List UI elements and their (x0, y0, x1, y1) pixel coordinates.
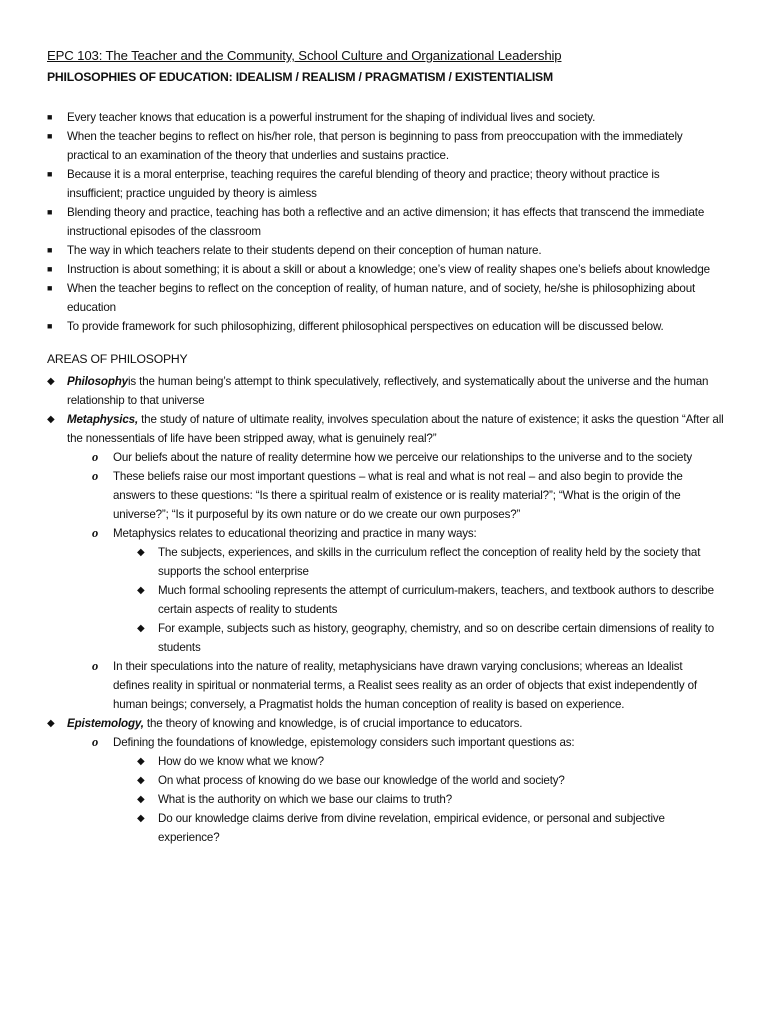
circle-bullet-icon: o (92, 526, 99, 540)
term-metaphysics: Metaphysics, (67, 413, 139, 426)
document-title: PHILOSOPHIES OF EDUCATION: IDEALISM / REALISM / PRAGMATISM / EXISTENTIALISM (47, 70, 553, 84)
square-bullet-icon: ■ (47, 131, 53, 141)
sub-sub-list-item: On what process of knowing do we base our knowledge of the world and society? (158, 774, 565, 787)
list-item: Blending theory and practice, teaching has both a reflective and an active dimension; it has effects that transcend the immediate instructional episodes of the classroom (67, 206, 705, 238)
bullet-arrow-icon: ◆ (137, 813, 145, 824)
list-item: When the teacher begins to reflect on the conception of reality, of human nature, and of society, he/she is philosophizing about education (67, 282, 696, 314)
bullet-arrow-icon: ◆ (47, 718, 55, 729)
square-bullet-icon: ■ (47, 169, 53, 179)
bullet-arrow-icon: ◆ (47, 414, 55, 425)
bullet-arrow-icon: ◆ (137, 775, 145, 786)
list-item-metaphysics (67, 410, 727, 448)
list-item: The way in which teachers relate to their students depend on their conception of human nature. (67, 244, 542, 257)
term-philosophy: Philosophy (67, 375, 128, 388)
section-heading: AREAS OF PHILOSOPHY (47, 352, 188, 366)
sub-sub-list-item: Do our knowledge claims derive from divine revelation, empirical evidence, or personal and subjective experience? (158, 812, 665, 844)
sub-list-item: In their speculations into the nature of reality, metaphysicians have drawn varying conclusions; whereas an Idealist defines reality in spiritual or nonmaterial terms, a Realist sees reality as an order of objects that exist independently of human beings; conversely, a Pragmatist holds the human conception of reality is based on experience. (113, 660, 697, 711)
sub-sub-list-item: Much formal schooling represents the attempt of curriculum-makers, teachers, and textbook authors to describe certain aspects of reality to students (158, 584, 714, 616)
sub-list-item: Our beliefs about the nature of reality determine how we perceive our relationships to the universe and to the society (113, 451, 693, 464)
square-bullet-icon: ■ (47, 112, 53, 122)
bullet-arrow-icon: ◆ (137, 794, 145, 805)
definition-text: the theory of knowing and knowledge, is of crucial importance to educators. (143, 717, 523, 730)
sub-sub-list-item: What is the authority on which we base our claims to truth? (158, 793, 453, 806)
square-bullet-icon: ■ (47, 283, 53, 293)
sub-sub-list-item: How do we know what we know? (158, 755, 324, 768)
sub-sub-list-item: For example, subjects such as history, geography, chemistry, and so on describe certain dimensions of reality to students (158, 622, 715, 654)
square-bullet-icon: ■ (47, 321, 53, 331)
bullet-arrow-icon: ◆ (137, 547, 145, 558)
definition-text: the study of nature of ultimate reality, involves speculation about the nature of existence; it asks the question “After all the nonessentials of life have been stripped away, what is genuinely real?” (67, 413, 724, 445)
sub-list-item: These beliefs raise our most important questions – what is real and what is not real – and also begin to provide the answers to these questions: “Is there a spiritual realm of existence or is reality material?”; “What is the origin of the universe?”; “Is it purposeful by its own nature or do we create our own purposes?” (113, 470, 683, 521)
circle-bullet-icon: o (92, 450, 99, 464)
circle-bullet-icon: o (92, 735, 99, 749)
square-bullet-icon: ■ (47, 245, 53, 255)
bullet-arrow-icon: ◆ (137, 756, 145, 767)
bullet-arrow-icon: ◆ (137, 623, 145, 634)
square-bullet-icon: ■ (47, 264, 53, 274)
course-heading: EPC 103: The Teacher and the Community, School Culture and Organizational Leadership (47, 48, 562, 63)
bullet-arrow-icon: ◆ (137, 585, 145, 596)
definition-text: is the human being’s attempt to think speculatively, reflectively, and systematically about the universe and the human relationship to that universe (67, 375, 709, 407)
circle-bullet-icon: o (92, 469, 99, 483)
list-item: Instruction is about something; it is about a skill or about a knowledge; one’s view of reality shapes one’s beliefs about knowledge (67, 263, 710, 276)
bullet-arrow-icon: ◆ (47, 376, 55, 387)
list-item: When the teacher begins to reflect on his/her role, that person is beginning to pass from preoccupation with the immediately practical to an examination of the theory that underlies and sustains practice. (67, 130, 683, 162)
list-item: To provide framework for such philosophizing, different philosophical perspectives on education will be discussed below. (67, 320, 664, 333)
square-bullet-icon: ■ (47, 207, 53, 217)
sub-list-item: Defining the foundations of knowledge, epistemology considers such important questions as: (113, 736, 575, 749)
sub-list-item: Metaphysics relates to educational theorizing and practice in many ways: (113, 527, 477, 540)
list-item-philosophy (67, 372, 727, 410)
sub-sub-list-item: The subjects, experiences, and skills in the curriculum reflect the conception of reality held by the society that supports the school enterprise (158, 546, 701, 578)
list-item: Because it is a moral enterprise, teaching requires the careful blending of theory and practice; theory without practice is insufficient; practice unguided by theory is aimless (67, 168, 660, 200)
list-item: Every teacher knows that education is a powerful instrument for the shaping of individual lives and society. (67, 111, 596, 124)
list-item-epistemology (67, 714, 727, 733)
term-epistemology: Epistemology, (67, 717, 144, 730)
circle-bullet-icon: o (92, 659, 99, 673)
